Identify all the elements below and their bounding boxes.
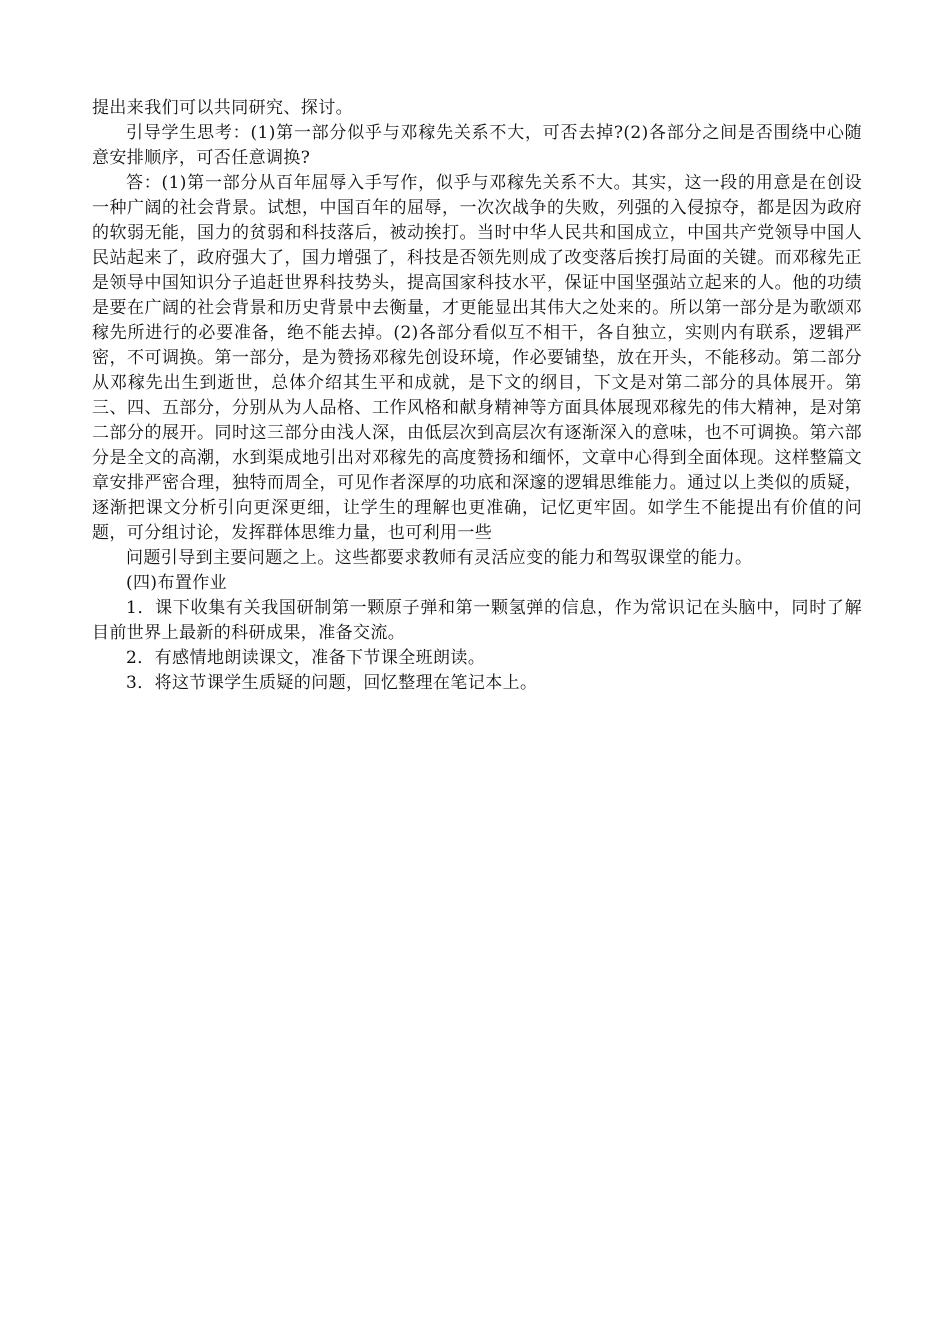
- homework-item-2: 2．有感情地朗读课文，准备下节课全班朗读。: [126, 648, 486, 668]
- paragraph-answer: 答：(1)第一部分从百年屈辱入手写作，似乎与邓稼先关系不大。其实，这一段的用意是在创设一种广阔的社会背景。试想，中国百年的屈辱，一次次战争的失败，列强的入侵掠夺，都是因为政府的软弱无能，国力的贫弱和科技落后，被动挨打。当时中华人民共和国成立，中国共产党领导中国人民站起来了，政府强大了，国力增强了，科技是否领先则成了改变落后挨打局面的关键。而邓稼先正是领导中国知识分子追赶世界科技势头，提高国家科技水平，保证中国坚强站立起来的人。他的功绩是要在广阔的社会背景和历史背景中去衡量，才更能显出其伟大之处来的。所以第一部分是为歌颂邓稼先所进行的必要准备，绝不能去掉。(2)各部分看似互不相干，各自独立，实则内有联系，逻辑严密，不可调换。第一部分，是为赞扬邓稼先创设环境，作必要铺垫，放在开头，不能移动。第二部分从邓稼先出生到逝世，总体介绍其生平和成就，是下文的纲目，下文是对第二部分的具体展开。第三、四、五部分，分别从为人品格、工作风格和献身精神等方面具体展现邓稼先的伟大精神，是对第二部分的展开。同时这三部分由浅人深，由低层次到高层次有逐渐深入的意味，也不可调换。第六部分是全文的高潮，水到渠成地引出对邓稼先的高度赞扬和缅怀，文章中心得到全面体现。这样整篇文章安排严密合理，独特而周全，可见作者深厚的功底和深邃的逻辑思维能力。通过以上类似的质疑，逐渐把课文分析引向更深更细，让学生的理解也更准确，记忆更牢固。如学生不能提出有价值的问题，可分组讨论，发挥群体思维力量，也可利用一些: [92, 173, 862, 543]
- paragraph-continuation: 提出来我们可以共同研究、探讨。: [92, 98, 353, 118]
- homework-item-3: 3．将这节课学生质疑的问题，回忆整理在笔记本上。: [126, 673, 538, 693]
- paragraph-guiding-questions: 引导学生思考：(1)第一部分似乎与邓稼先关系不大，可否去掉?(2)各部分之间是否围绕中心随意安排顺序，可否任意调换?: [92, 123, 862, 168]
- section-heading-homework: (四)布置作业: [126, 573, 228, 593]
- paragraph-answer-continuation: 问题引导到主要问题之上。这些都要求教师有灵活应变的能力和驾驭课堂的能力。: [126, 548, 753, 568]
- document-body: [92, 96, 862, 696]
- homework-item-1: 1．课下收集有关我国研制第一颗原子弹和第一颗氢弹的信息，作为常识记在头脑中，同时了解目前世界上最新的科研成果，准备交流。: [92, 598, 862, 643]
